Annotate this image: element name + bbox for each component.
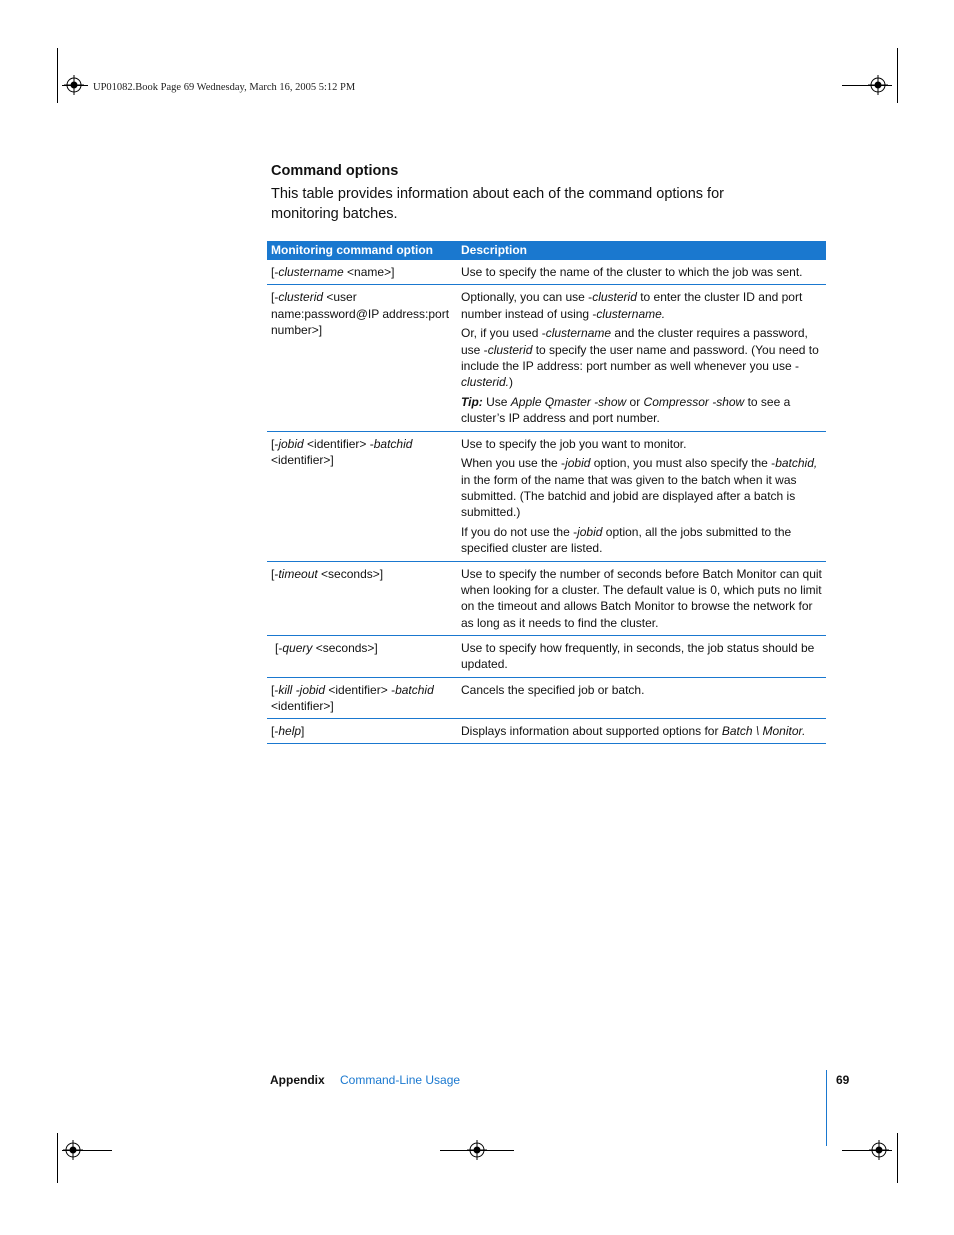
column-header-option: Monitoring command option <box>267 241 457 260</box>
cell-paragraph: Use to specify the name of the cluster to which the job was sent. <box>461 265 803 279</box>
registration-mark-icon <box>63 1140 83 1160</box>
crop-mark <box>57 48 58 103</box>
crop-mark <box>897 1133 898 1183</box>
table-row <box>267 561 826 635</box>
page-number: 69 <box>836 1073 850 1087</box>
registration-mark-icon <box>868 75 888 95</box>
footer-divider <box>826 1070 827 1146</box>
cell-paragraph: Displays information about supported options for Batch \ Monitor. <box>461 724 806 739</box>
description-cell <box>457 431 826 561</box>
cell-paragraph: Optionally, you can use -clusterid to enter the cluster ID and port number instead of using -clustername. <box>461 290 803 321</box>
column-header-description: Description <box>457 241 826 260</box>
print-header: UP01082.Book Page 69 Wednesday, March 16, 2005 5:12 PM <box>93 82 356 93</box>
cell-paragraph: Use to specify how frequently, in seconds, the job status should be updated. <box>461 640 815 672</box>
cell-paragraph: Use to specify the number of seconds before Batch Monitor can quit when looking for a cluster. The default value is 0, which puts no limit on the timeout and allows Batch Monitor to browse the network for as long as it needs to find the cluster. <box>461 566 822 630</box>
footer-chapter-link[interactable]: Command-Line Usage <box>340 1073 461 1087</box>
table-body <box>267 260 826 744</box>
table-row <box>267 260 826 285</box>
cell-paragraph: [-jobid <identifier> -batchid <identifier>] <box>271 436 413 467</box>
option-cell <box>267 285 457 431</box>
table-row <box>267 719 826 744</box>
table-row <box>267 635 826 677</box>
description-cell <box>457 561 826 635</box>
option-cell <box>267 431 457 561</box>
cell-paragraph: [-clusterid <user name:password@IP address:port number>] <box>271 290 450 337</box>
registration-mark-icon <box>467 1140 487 1160</box>
table-header-row <box>267 241 826 260</box>
table-row <box>267 285 826 431</box>
option-cell <box>267 677 457 719</box>
option-cell <box>267 719 457 744</box>
footer-appendix-label: Appendix <box>270 1073 325 1087</box>
section-intro: This table provides information about each of the command options for monitoring batches. <box>271 186 724 222</box>
registration-mark-icon <box>869 1140 889 1160</box>
option-cell <box>267 260 457 285</box>
cell-paragraph: Cancels the specified job or batch. <box>461 682 645 697</box>
description-cell <box>457 677 826 719</box>
crop-mark <box>57 1133 58 1183</box>
option-cell <box>267 561 457 635</box>
cell-paragraph: When you use the -jobid option, you must also specify the -batchid, in the form of the name that was given to the batch when it was submitted. (The batchid and jobid are displayed after a batch is submitted.) <box>461 456 818 520</box>
table-row <box>267 431 826 561</box>
command-options-table <box>267 241 826 744</box>
cell-paragraph: Or, if you used -clustername and the cluster requires a password, use -clusterid to specify the user name and password. (You need to include the IP address: port number as well whenever you use -clusterid.) <box>461 326 819 390</box>
table-row <box>267 677 826 719</box>
section-title: Command options <box>271 163 399 179</box>
description-cell <box>457 635 826 677</box>
registration-mark-icon <box>64 75 84 95</box>
option-cell <box>267 635 457 677</box>
cell-paragraph: [-clustername <name>] <box>271 265 395 279</box>
crop-mark <box>897 48 898 103</box>
cell-paragraph: If you do not use the -jobid option, all the jobs submitted to the specified cluster are listed. <box>461 525 792 556</box>
description-cell <box>457 719 826 744</box>
description-cell <box>457 285 826 431</box>
cell-paragraph: Use to specify the job you want to monitor. <box>461 436 687 451</box>
description-cell <box>457 260 826 285</box>
cell-paragraph: [-timeout <seconds>] <box>271 566 384 581</box>
cell-paragraph: Tip: Use Apple Qmaster -show or Compressor -show to see a cluster’s IP address and port number. <box>461 395 791 426</box>
cell-paragraph: [-help] <box>271 724 305 739</box>
cell-paragraph: [-kill -jobid <identifier> -batchid <identifier>] <box>271 682 434 713</box>
cell-paragraph: [-query <seconds>] <box>275 640 378 655</box>
